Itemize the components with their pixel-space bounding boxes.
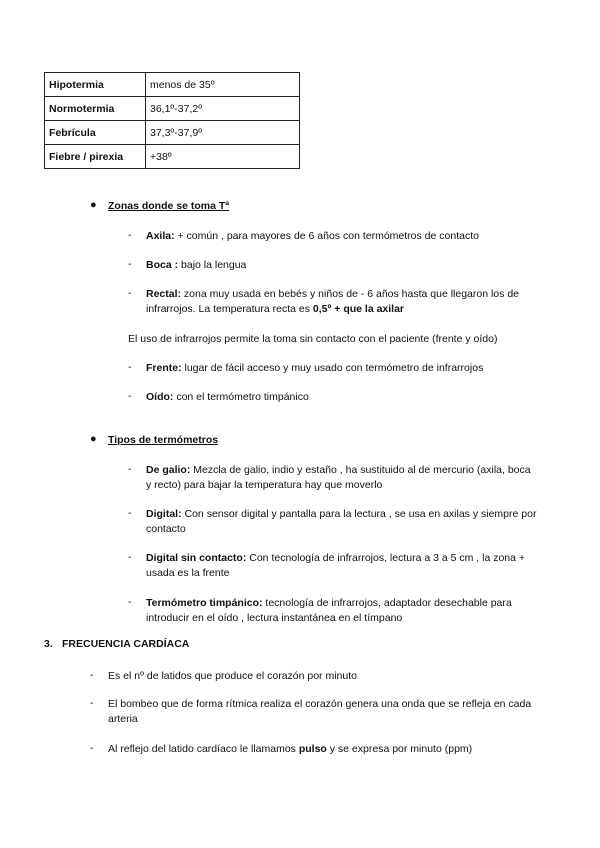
dash-icon: - [90,742,94,754]
dash-icon: - [128,390,132,402]
table-cell-label: Fiebre / pirexia [45,145,146,169]
zona-axila [146,229,479,244]
zona-label: Boca : [146,259,179,271]
fc-item-1: Es el nº de latidos que produce el corazón por minuto [108,670,357,682]
zona-text: zona muy usada en bebés y niños de - 6 años hasta que llegaron los de [181,288,519,300]
zona-bold: 0,5º + que la axilar [312,303,405,315]
dash-icon: - [128,596,132,608]
fc-item-2-line2: arteria [108,713,138,725]
table-row [45,73,300,97]
zonas-heading: Zonas donde se toma Tª [108,200,230,212]
tipos-heading: Tipos de termómetros [108,434,219,446]
dash-icon: - [128,463,132,475]
zona-rectal-line2 [146,302,404,317]
bullet-icon: ● [90,433,97,445]
tipo-galio [146,463,531,478]
tipo-text: Mezcla de galio, indio y estaño , ha sustituido al de mercurio (axila, boca [190,464,531,476]
fc-item-2: El bombeo que de forma rítmica realiza el corazón genera una onda que se refleja en cada [108,698,532,710]
bullet-icon: ● [90,199,97,211]
table-row [45,145,300,169]
zona-text: infrarrojos. La temperatura recta es [146,303,313,315]
table-cell-label: Febrícula [45,121,146,145]
dash-icon: - [128,258,132,270]
table-cell-value: 37,3º-37,9º [146,121,300,145]
zona-text: bajo la lengua [178,259,247,271]
dash-icon: - [90,697,94,709]
zona-text: con el termómetro timpánico [173,391,309,403]
zona-label: Axila: [146,230,175,242]
tipo-text: Con tecnología de infrarrojos, lectura a 3 a 5 cm , la zona + [246,552,526,564]
tipo-text: Con sensor digital y pantalla para la lectura , se usa en axilas y siempre por [181,508,537,520]
zona-label: Rectal: [146,288,182,300]
table-cell-label: Hipotermia [45,73,146,97]
table-row [45,97,300,121]
temperature-table [44,72,300,169]
tipo-timpanico [146,596,512,611]
zona-text: lugar de fácil acceso y muy usado con termómetro de infrarrojos [181,362,484,374]
tipo-galio-line2: y recto) para bajar la temperatura hay que moverlo [146,479,383,491]
table-cell-value: menos de 35º [146,73,300,97]
tipo-label: Digital: [146,508,182,520]
zona-text: + común , para mayores de 6 años con termómetros de contacto [174,230,479,242]
dash-icon: - [128,551,132,563]
dash-icon: - [128,361,132,373]
tipo-sin-contacto [146,551,525,566]
zona-rectal [146,287,519,302]
zona-oido [146,390,309,405]
section-number: 3. [44,638,53,650]
table-row [45,121,300,145]
tipo-label: Digital sin contacto: [146,552,247,564]
tipo-digital-line2: contacto [146,523,186,535]
dash-icon: - [128,507,132,519]
zona-boca [146,258,246,273]
tipo-text: tecnología de infrarrojos, adaptador desechable para [262,597,512,609]
dash-icon: - [90,669,94,681]
tipo-timpanico-line2: introducir en el oído , lectura instantánea en el tímpano [146,612,403,624]
tipo-label: De galio: [146,464,191,476]
fc-item-3 [108,742,472,757]
tipo-sin-contacto-line2: usada es la frente [146,567,230,579]
zona-frente [146,361,483,376]
table-cell-label: Normotermia [45,97,146,121]
zona-label: Oído: [146,391,174,403]
dash-icon: - [128,287,132,299]
table-cell-value: +38º [146,145,300,169]
infrarrojos-note: El uso de infrarrojos permite la toma sin contacto con el paciente (frente y oído) [128,333,498,345]
fc-text: y se expresa por minuto (ppm) [326,743,473,755]
zona-label: Frente: [146,362,182,374]
tipo-digital [146,507,536,522]
table-cell-value: 36,1º-37,2º [146,97,300,121]
tipo-label: Termómetro timpánico: [146,597,263,609]
fc-bold: pulso [298,743,327,755]
dash-icon: - [128,229,132,241]
section-title: FRECUENCIA CARDÍACA [62,638,190,650]
fc-text: Al reflejo del latido cardíaco le llamamos [108,743,299,755]
